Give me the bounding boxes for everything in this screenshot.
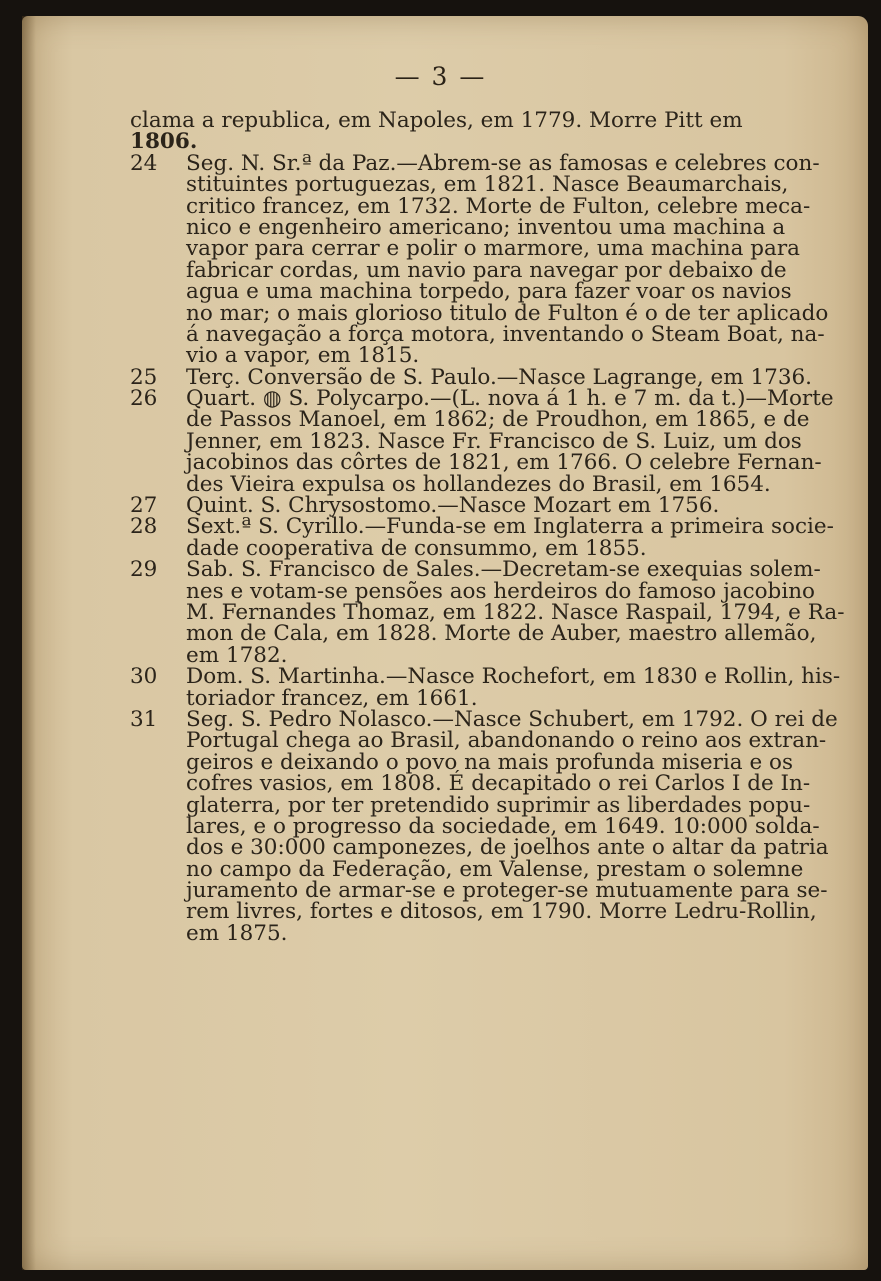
entry-indent <box>130 303 186 324</box>
entry-indent <box>130 238 186 259</box>
entry-text: á navegação a força motora, inventando o Steam Boat, na- <box>186 321 825 347</box>
entry-line <box>130 706 838 732</box>
entry-line <box>130 279 792 305</box>
entry-text: Seg. S. Pedro Nolasco.—Nasce Schubert, em 1792. O rei de <box>186 706 838 732</box>
entry-line <box>130 150 820 176</box>
entry-text: lares, e o progresso da sociedade, em 1649. 10:000 solda- <box>186 813 820 839</box>
entry-line <box>130 386 834 412</box>
entry-line <box>130 257 790 283</box>
entry-text: no mar; o mais glorioso titulo de Fulton é o de ter aplicado <box>186 300 829 326</box>
entry-indent <box>130 880 186 901</box>
entry-text: critico francez, em 1732. Morte de Fulton, celebre meca- <box>186 193 811 219</box>
entry-text: des Vieira expulsa os hollandezes do Brasil, em 1654. <box>186 471 771 497</box>
calendar-entry <box>130 150 829 369</box>
calendar-entry <box>130 706 838 946</box>
entry-line <box>130 621 817 647</box>
calendar-entry <box>130 557 845 668</box>
entry-line <box>130 214 790 240</box>
entry-text: em 1782. <box>186 642 288 668</box>
entry-text: nico e engenheiro americano; inventou uma machina a <box>186 214 786 240</box>
calendar-entry <box>130 364 813 390</box>
entry-line <box>130 685 790 711</box>
entry-text: vapor para cerrar e polir o marmore, uma machina para <box>186 236 800 262</box>
entry-line <box>130 428 802 454</box>
page-gutter-shadow <box>22 16 36 1270</box>
entry-line <box>130 835 829 861</box>
entry-text: toriador francez, em 1661. <box>186 685 478 711</box>
entry-line <box>130 193 811 219</box>
entry-text: geiros e deixando o povo na mais profunda miseria e os <box>186 749 793 775</box>
entry-line <box>130 920 790 946</box>
entry-line <box>130 321 825 347</box>
entry-line <box>130 557 821 583</box>
page-number: — 3 — <box>394 62 487 91</box>
entry-indent <box>130 260 186 281</box>
entry-text: nes e votam-se pensões aos herdeiros do famoso jacobino <box>186 578 815 604</box>
entry-line <box>130 471 790 497</box>
entry-indent <box>130 795 186 816</box>
entry-line <box>130 749 793 775</box>
entry-indent <box>130 581 186 602</box>
entry-indent <box>130 816 186 837</box>
entry-line <box>130 300 829 326</box>
entry-line <box>130 856 804 882</box>
entry-text: Sab. S. Francisco de Sales.—Decretam-se exequias solem- <box>186 557 821 583</box>
entry-indent <box>130 431 186 452</box>
entry-day-number: 24 <box>130 150 158 176</box>
entry-text: jacobinos das côrtes de 1821, em 1766. O celebre Fernan- <box>186 450 822 476</box>
entry-text: dos e 30:000 camponezes, de joelhos ante o altar da patria <box>186 835 829 861</box>
entry-text: mon de Cala, em 1828. Morte de Auber, maestro allemão, <box>186 621 817 647</box>
entry-indent <box>130 730 186 751</box>
entry-text: Jenner, em 1823. Nasce Fr. Francisco de S. Luiz, um dos <box>186 428 802 454</box>
entry-indent <box>130 474 186 495</box>
entry-indent <box>130 837 186 858</box>
entry-line <box>130 878 828 904</box>
entry-text: M. Fernandes Thomaz, em 1822. Nasce Raspail, 1794, e Ra- <box>186 599 845 625</box>
entry-text: vio a vapor, em 1815. <box>186 343 420 369</box>
entry-line <box>130 236 800 262</box>
entry-indent <box>130 923 186 944</box>
entry-line <box>130 771 811 797</box>
entry-line <box>130 493 790 519</box>
entry-indent <box>130 217 186 238</box>
entry-text: em 1875. <box>186 920 288 946</box>
entry-text: Terç. Conversão de S. Paulo.—Nasce Lagrange, em 1736. <box>186 364 813 390</box>
entry-line <box>130 578 815 604</box>
entry-text: Seg. N. Sr.ª da Paz.—Abrem-se as famosas e celebres con- <box>186 150 820 176</box>
entry-line <box>130 728 827 754</box>
entry-line <box>130 364 813 390</box>
entry-line <box>130 343 790 369</box>
entry-line <box>130 813 820 839</box>
entry-line <box>130 792 811 818</box>
entry-indent <box>130 409 186 430</box>
calendar-text <box>130 108 845 946</box>
entry-indent <box>130 281 186 302</box>
entry-indent <box>130 345 186 366</box>
entry-text: Dom. S. Martinha.—Nasce Rochefort, em 1830 e Rollin, his- <box>186 664 841 690</box>
calendar-entry <box>130 664 841 711</box>
entry-text: Quint. S. Chrysostomo.—Nasce Mozart em 1756. <box>186 493 720 519</box>
entry-indent <box>130 623 186 644</box>
entry-indent <box>130 324 186 345</box>
entry-text: dade cooperativa de consummo, em 1855. <box>186 535 647 561</box>
entry-day-number: 28 <box>130 514 158 540</box>
entry-day-number: 25 <box>130 364 158 390</box>
calendar-entry <box>130 386 834 497</box>
intro-line: 1806. <box>130 129 198 155</box>
entry-indent <box>130 174 186 195</box>
entry-text: Sext.ª S. Cyrillo.—Funda-se em Inglaterra a primeira socie- <box>186 514 834 540</box>
entry-text: rem livres, fortes e ditosos, em 1790. Morre Ledru-Rollin, <box>186 899 817 925</box>
entry-indent <box>130 859 186 880</box>
entry-day-number: 30 <box>130 664 158 690</box>
calendar-entry <box>130 514 834 561</box>
entry-text: de Passos Manoel, em 1862; de Proudhon, em 1865, e de <box>186 407 810 433</box>
entry-indent <box>130 196 186 217</box>
entry-text: Portugal chega ao Brasil, abandonando o reino aos extran- <box>186 728 827 754</box>
entry-indent <box>130 602 186 623</box>
entry-line <box>130 514 834 540</box>
entry-text: agua e uma machina torpedo, para fazer voar os navios <box>186 279 792 305</box>
entry-day-number: 26 <box>130 386 158 412</box>
entry-line <box>130 407 810 433</box>
entry-indent <box>130 452 186 473</box>
entry-text: glaterra, por ter pretendido suprimir as liberdades popu- <box>186 792 811 818</box>
entry-line <box>130 172 790 198</box>
entry-text: cofres vasios, em 1808. É decapitado o rei Carlos I de In- <box>186 771 811 797</box>
entry-day-number: 29 <box>130 557 158 583</box>
entry-line <box>130 450 822 476</box>
entry-day-number: 31 <box>130 706 158 732</box>
entry-text: juramento de armar-se e proteger-se mutuamente para se- <box>186 878 828 904</box>
entry-line <box>130 899 817 925</box>
entry-line <box>130 599 845 625</box>
calendar-entry <box>130 493 790 519</box>
entry-indent <box>130 901 186 922</box>
entry-line <box>130 535 790 561</box>
entry-indent <box>130 645 186 666</box>
entry-day-number: 27 <box>130 493 158 519</box>
entry-indent <box>130 688 186 709</box>
entry-text: Quart. ◍ S. Polycarpo.—(L. nova á 1 h. e 7 m. da t.)—Morte <box>186 386 834 412</box>
entry-indent <box>130 538 186 559</box>
entry-text: stituintes portuguezas, em 1821. Nasce Beaumarchais, <box>186 172 789 198</box>
entries-list <box>130 150 845 946</box>
entry-line <box>130 642 790 668</box>
entry-text: fabricar cordas, um navio para navegar por debaixo de <box>186 257 787 283</box>
entry-indent <box>130 773 186 794</box>
intro-line: clama a republica, em Napoles, em 1779. Morre Pitt em <box>130 108 743 133</box>
entry-line <box>130 664 841 690</box>
entry-indent <box>130 752 186 773</box>
entry-text: no campo da Federação, em Valense, prestam o solemne <box>186 856 804 882</box>
